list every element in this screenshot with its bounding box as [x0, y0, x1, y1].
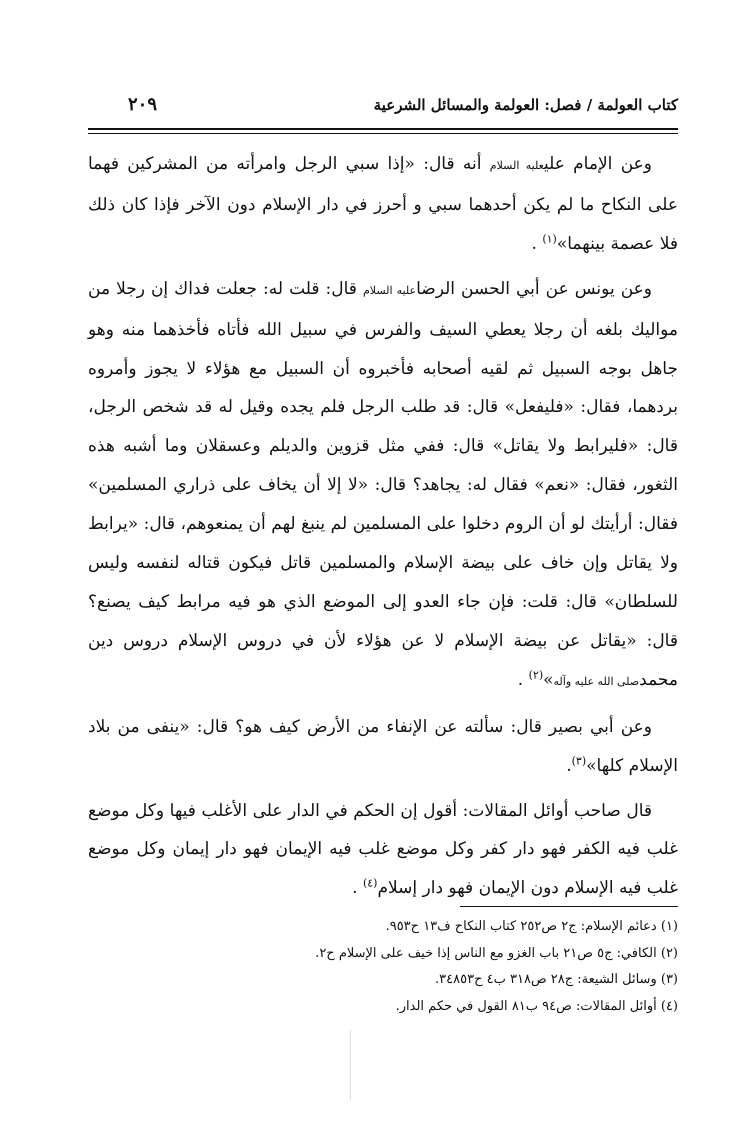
footnote-ref: (٢)	[528, 668, 544, 682]
footnote-3: (٣) وسائل الشيعة: ج٢٨ ص٣١٨ ب٤ ح٣٤٨٥٣.	[435, 972, 678, 987]
footnote-1: (١) دعائم الإسلام: ج٢ ص٢٥٢ كتاب النكاح ف١٣ ح٩٥٣.	[385, 919, 678, 934]
footnote-2: (٢) الكافي: ج٥ ص٢١ باب الغزو مع الناس إذا خيف على الإسلام ح٢.	[315, 945, 678, 961]
footnote-4: (٤) أوائل المقالات: ص٩٤ ب٨١ القول في حكم الدار.	[395, 998, 678, 1014]
footnote-ref: (٣)	[571, 753, 587, 767]
footnotes	[88, 914, 678, 1020]
honorific: صلى الله عليه وآله	[553, 674, 640, 688]
paragraph-awail-al-maqalat: قال صاحب أوائل المقالات: أقول إن الحكم في الدار على الأغلب فيها وكل موضع غلب فيه الكفر فهو دار كفر وكل موضع غلب فيه الإيمان فهو دار إيمان وكل موضع غلب فيه الإسلام دون الإيمان فهو دار إسلام$^{(٤)}$ .	[88, 800, 678, 899]
running-title: كتاب العولمة / فصل: العولمة والمسائل الشرعية	[373, 96, 678, 114]
paragraph-imam-ali: وعن الإمام عليعليه السلام أنه قال: «إذا سبي الرجل وامرأته من المشركين فهما على النكاح ما لم يكن أحدهما سبي و أحرز في دار الإسلام دون الآخر فإذا كان ذلك فلا عصمة بينهما»$^{(١)}$ .	[88, 154, 678, 254]
honorific: عليه السلام	[489, 159, 544, 172]
scan-margin-line	[350, 1030, 351, 1100]
footnote-ref: (١)	[542, 232, 557, 246]
running-header	[88, 96, 678, 126]
footnote-ref: (٤)	[362, 876, 378, 890]
footnote-rule	[460, 906, 678, 907]
page-number: ٢٠٩	[128, 94, 158, 115]
header-rule	[88, 128, 678, 134]
paragraph-abu-basir: وعن أبي بصير قال: سألته عن الإنفاء من الأرض كيف هو؟ قال: «ينفى من بلاد الإسلام كلها»$^{(٣)}$.	[88, 716, 678, 776]
body-text	[88, 145, 678, 908]
honorific: عليه السلام	[362, 283, 417, 297]
paragraph-yunus: وعن يونس عن أبي الحسن الرضاعليه السلام قال: قلت له: جعلت فداك إن رجلا من مواليك بلغه أن رجلا يعطي السيف والفرس في سبيل الله فأتاه فأخذهما منه وهو جاهل بوجه السبيل ثم لقيه أصحابه فأخبروه أن السبيل مع هؤلاء لا يجوز وأمروه بردهما، فقال: «فليفعل» قال: قد طلب الرجل فلم يجده وقيل له قد شخص الرجل، قال: «فليرابط ولا يقاتل» قال: ففي مثل قزوين والديلم وعسقلان وما أشبه هذه الثغور، فقال: «نعم» فقال له: يجاهد؟ قال: «لا إلا أن يخاف على ذراري المسلمين» فقال: أرأيتك لو أن الروم دخلوا على المسلمين لم ينبغ لهم أن يمنعوهم، قال: «يرابط ولا يقاتل وإن خاف على بيضة الإسلام والمسلمين قاتل فيكون قتاله لنفسه وليس للسلطان» قال: قلت: فإن جاء العدو إلى الموضع الذي هو فيه مرابط كيف يصنع؟ قال: «يقاتل عن بيضة الإسلام لا عن هؤلاء لأن في دروس الإسلام دروس دين محمدصلى الله عليه وآله»$^{(٢)}$ .	[88, 278, 678, 690]
